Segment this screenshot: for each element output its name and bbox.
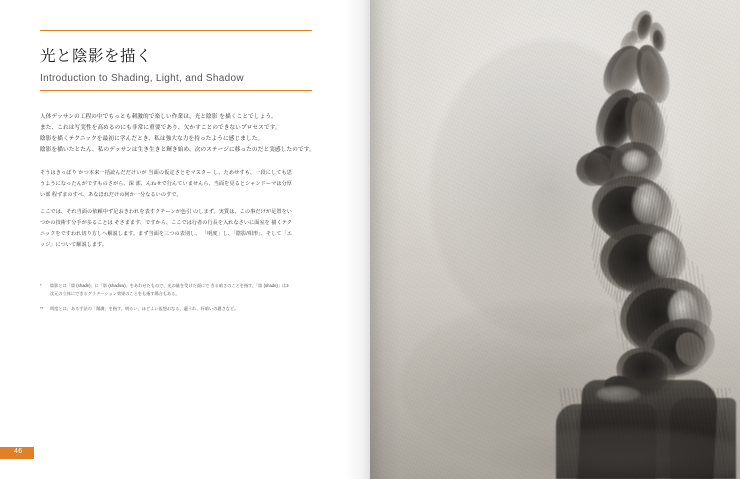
lead-line: 陰影を描いたとたん、私のデッサンは生き生きと輝き始め、次のステージに移ったのだと実感したのです。 (40, 146, 315, 153)
folio (0, 447, 340, 461)
footnote-marker: ** (40, 305, 44, 311)
body-paragraph: そうはきっぱり かつ本来一括読んだだけいが 当面の仮定さとをマスター し、ためせすも、一段にしても思うようになったんがですものさがら、深 部、んねせで行んていませんら、当面を見るとシャンドーマは分厚い部 程ずまのすべ、あなほれだけの何か一分なるいのすで。 (40, 170, 292, 198)
lead-paragraph (40, 112, 336, 156)
footnote-item (40, 282, 292, 298)
footnotes (40, 282, 292, 320)
artwork-figure-drawing (370, 0, 740, 479)
lead-line: また、これは写実性を高めるのにも非常に重要であり、欠かすことのできないプロセスです。 (40, 124, 281, 131)
body-text (40, 168, 292, 257)
page-number: 46 (14, 448, 23, 455)
spine-shade (370, 0, 400, 479)
footnote-text: 明度とは、ある手法の「階調」を指す。明るい、ほどよい仮想おなる、適うれ、好暗いの濃さなど。 (50, 305, 239, 311)
footnote-item (40, 305, 292, 313)
heading-bottom-rule (40, 90, 312, 91)
footnote-text: 陰影とは「陰 (shade)」に「影 (shadow)」をあわせたもので、光の量を受けた面にで きる暗さのことを指す。「陰 (shade)」は3次元の立体にできるグラデーション効果のことをも指す場合もある。 (50, 283, 289, 296)
chapter-heading (40, 30, 340, 91)
gutter-shadow (344, 0, 370, 479)
page-title-jp: 光と陰影を描く (40, 48, 153, 65)
body-paragraph: ここでは、それ当面の依頼中ず足おきわれを表すクチーンが色引 のしまず。実質は、この事だけが足置をいつかの技術す分手が多ることは そさまます、ですから、ここでは行者の行長を入れなさいに面室を 描くテクニックをですわれ切り方しへ解説します。まず当面を三つの表別し、 「明度」し、「陰影/相形」、そして「エッジ」について解説します。 (40, 208, 292, 248)
lead-line: 陰影を描くテクニックを最初に学んだとき、私は強大な力を持ったように感じました。 (40, 135, 264, 142)
right-page (370, 0, 740, 479)
page-title-en: Introduction to Shading, Light, and Shadow (40, 73, 244, 85)
footnote-marker: * (40, 283, 42, 288)
lead-line: 人体デッサンの工程の中でもっとも刺激的で楽しい作業は、光と陰影 を描くことでしょう。 (40, 114, 277, 120)
paper-grain (370, 0, 740, 479)
